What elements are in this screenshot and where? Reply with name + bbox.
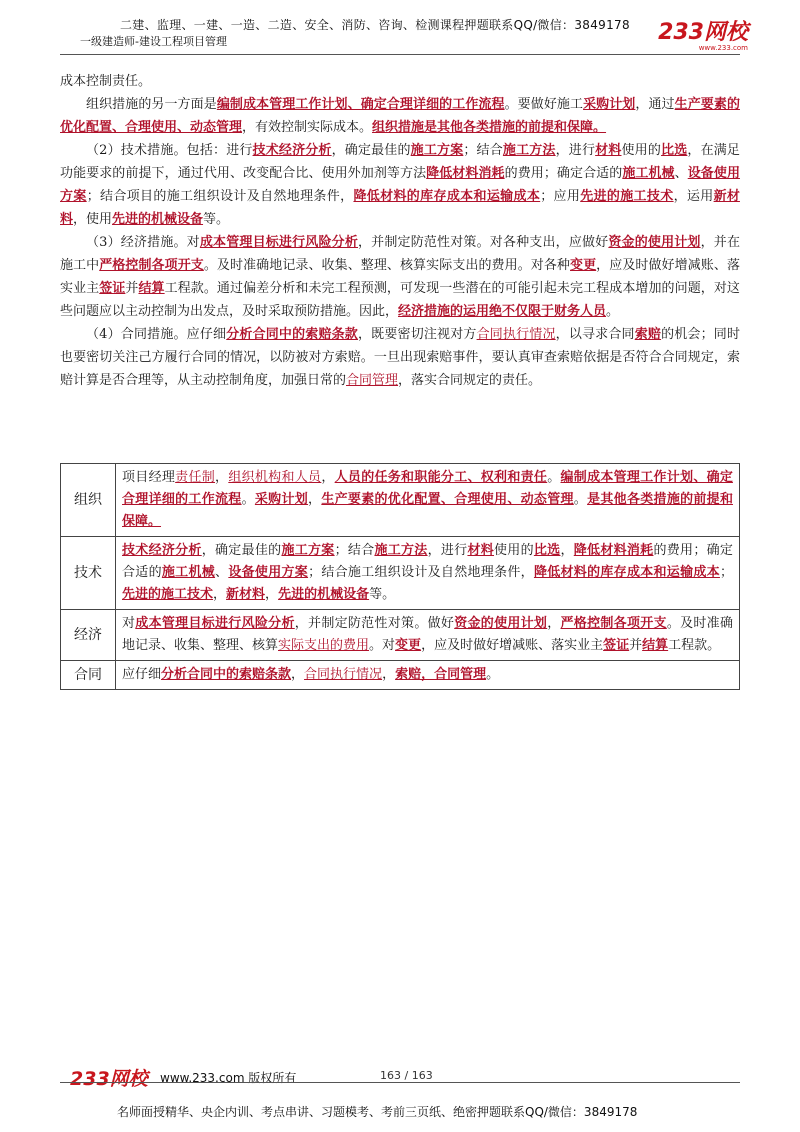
keyword: 比选 bbox=[533, 543, 561, 558]
keyword: 变更 bbox=[395, 638, 422, 653]
keyword: 索赔，合同管理 bbox=[395, 667, 487, 682]
header-ad-line: 二建、监理、一建、一造、二造、安全、消防、咨询、检测课程押题联系QQ/微信：3849178 bbox=[120, 18, 630, 32]
row-label-tech: 技术 bbox=[61, 537, 116, 610]
keyword: 设备使用方案 bbox=[228, 565, 309, 580]
footer-logo: 233网校 bbox=[70, 1068, 148, 1090]
keyword: 合同管理 bbox=[346, 373, 399, 388]
keyword: 技术经济分析 bbox=[122, 543, 202, 558]
row-content-contract: 应仔细分析合同中的索赔条款，合同执行情况，索赔，合同管理。 bbox=[116, 661, 740, 690]
keyword: 技术经济分析 bbox=[252, 143, 332, 158]
keyword: 是其他各类措施的前提和保障。 bbox=[122, 492, 733, 529]
row-content-econ: 对成本管理目标进行风险分析，并制定防范性对策。做好资金的使用计划，严格控制各项开支。及时准确地记录、收集、整理、核算实际支出的费用。对变更，应及时做好增减账、落实业主签证并结算工程款。 bbox=[116, 610, 740, 661]
keyword: 先进的机械设备 bbox=[112, 212, 204, 227]
keyword: 责任制 bbox=[175, 470, 216, 485]
keyword: 降低材料消耗 bbox=[573, 543, 654, 558]
keyword: 降低材料的库存成本和运输成本 bbox=[533, 565, 720, 580]
row-label-econ: 经济 bbox=[61, 610, 116, 661]
keyword: 降低材料消耗 bbox=[426, 166, 505, 181]
keyword: 严格控制各项开支 bbox=[99, 258, 204, 273]
keyword: 结算 bbox=[642, 638, 669, 653]
keyword: 设备使用方案 bbox=[60, 166, 740, 204]
keyword: 采购计划 bbox=[583, 97, 636, 112]
paragraph-tech: （2）技术措施。包括：进行技术经济分析，确定最佳的施工方案；结合施工方法，进行材料使用的比选，在满足功能要求的前提下，通过代用、改变配合比、使用外加剂等方法降低材料消耗的费用；确定合适的施工机械、设备使用方案；结合项目的施工组织设计及自然地理条件，降低材料的库存成本和运输成本；应用先进的施工技术，运用新材料，使用先进的机械设备等。 bbox=[60, 143, 740, 227]
footer-divider bbox=[60, 1082, 740, 1083]
keyword: 施工方案 bbox=[410, 143, 464, 158]
keyword: 新材料 bbox=[60, 189, 740, 227]
keyword: 施工方法 bbox=[374, 543, 428, 558]
keyword: 施工方法 bbox=[502, 143, 556, 158]
keyword: 采购计划 bbox=[254, 492, 309, 507]
keyword: 资金的使用计划 bbox=[454, 616, 548, 631]
keyword: 经济措施的运用绝不仅限于财务人员 bbox=[398, 304, 607, 319]
keyword: 先进的机械设备 bbox=[278, 587, 370, 602]
keyword: 索赔 bbox=[634, 327, 662, 342]
keyword: 人员的任务和职能分工、权利和责任 bbox=[334, 470, 548, 485]
measures-summary-table bbox=[60, 463, 740, 690]
row-content-org: 项目经理责任制，组织机构和人员，人员的任务和职能分工、权利和责任。编制成本管理工作计划、确定合理详细的工作流程。采购计划，生产要素的优化配置、合理使用、动态管理。是其他各类措施的前提和保障。 bbox=[116, 464, 740, 537]
paragraph-econ: （3）经济措施。对成本管理目标进行风险分析，并制定防范性对策。对各种支出，应做好资金的使用计划，并在施工中严格控制各项开支。及时准确地记录、收集、整理、核算实际支出的费用。对各种变更，应及时做好增减账、落实业主签证并结算工程款。通过偏差分析和未完工程预测，可发现一些潜在的可能引起未完工程成本增加的问题，对这些问题应以主动控制为出发点，及时采取预防措施。因此，经济措施的运用绝不仅限于财务人员。 bbox=[60, 235, 740, 319]
keyword: 分析合同中的索赔条款 bbox=[161, 667, 292, 682]
keyword: 材料 bbox=[595, 143, 622, 158]
keyword: 合同执行情况 bbox=[476, 327, 556, 342]
keyword: 签证 bbox=[99, 281, 126, 296]
keyword: 比选 bbox=[661, 143, 688, 158]
row-content-tech: 技术经济分析，确定最佳的施工方案；结合施工方法，进行材料使用的比选，降低材料消耗的费用；确定合适的施工机械、设备使用方案；结合施工组织设计及自然地理条件，降低材料的库存成本和运输成本；先进的施工技术，新材料，先进的机械设备等。 bbox=[116, 537, 740, 610]
keyword: 材料 bbox=[467, 543, 495, 558]
logo-text: 233网校 bbox=[658, 20, 748, 45]
document-subtitle: 一级建造师-建设工程项目管理 bbox=[80, 35, 227, 48]
row-label-org: 组织 bbox=[61, 464, 116, 537]
footer-ad-line: 名师面授精华、央企内训、考点串讲、习题模考、考前三页纸、绝密押题联系QQ/微信：3849178 bbox=[117, 1105, 638, 1119]
paragraph-contract: （4）合同措施。应仔细分析合同中的索赔条款，既要密切注视对方合同执行情况，以寻求合同索赔的机会；同时也要密切关注己方履行合同的情况，以防被对方索赔。一旦出现索赔事件，要认真审查索赔依据是否符合合同规定，索赔计算是否合理等，从主动控制角度，加强日常的合同管理，落实合同规定的责任。 bbox=[60, 327, 740, 388]
keyword: 严格控制各项开支 bbox=[560, 616, 667, 631]
keyword: 实际支出的费用 bbox=[278, 638, 370, 653]
paragraph-org: 组织措施的另一方面是编制成本管理工作计划、确定合理详细的工作流程。要做好施工采购计划，通过生产要素的优化配置、合理使用、动态管理，有效控制实际成本。组织措施是其他各类措施的前提和保障。 bbox=[60, 97, 740, 135]
keyword: 成本管理目标进行风险分析 bbox=[199, 235, 358, 250]
keyword: 编制成本管理工作计划、确定合理详细的工作流程 bbox=[122, 470, 733, 507]
header-divider bbox=[60, 54, 740, 55]
keyword: 分析合同中的索赔条款 bbox=[226, 327, 358, 342]
keyword: 合同执行情况 bbox=[304, 667, 383, 682]
brand-logo bbox=[658, 22, 748, 52]
keyword: 降低材料的库存成本和运输成本 bbox=[353, 189, 541, 204]
keyword: 先进的施工技术 bbox=[122, 587, 214, 602]
footer-copyright: www.233.com 版权所有 bbox=[160, 1071, 297, 1085]
keyword: 组织措施是其他各类措施的前提和保障。 bbox=[372, 120, 607, 135]
keyword: 资金的使用计划 bbox=[608, 235, 701, 250]
table-row bbox=[61, 661, 740, 690]
body-text bbox=[60, 70, 740, 392]
row-label-contract: 合同 bbox=[61, 661, 116, 690]
keyword: 组织机构和人员 bbox=[228, 470, 322, 485]
keyword: 先进的施工技术 bbox=[580, 189, 674, 204]
paragraph-1: 成本控制责任。 bbox=[60, 74, 152, 89]
keyword: 变更 bbox=[570, 258, 597, 273]
page-number: 163 / 163 bbox=[380, 1069, 433, 1082]
table-row bbox=[61, 464, 740, 537]
keyword: 施工机械 bbox=[622, 166, 675, 181]
keyword: 新材料 bbox=[226, 587, 266, 602]
keyword: 成本管理目标进行风险分析 bbox=[135, 616, 295, 631]
table-row bbox=[61, 537, 740, 610]
keyword: 结算 bbox=[138, 281, 165, 296]
keyword: 施工机械 bbox=[161, 565, 216, 580]
logo-url: www.233.com bbox=[698, 44, 748, 52]
table-row bbox=[61, 610, 740, 661]
keyword: 施工方案 bbox=[281, 543, 335, 558]
keyword: 生产要素的优化配置、合理使用、动态管理 bbox=[321, 492, 574, 507]
keyword: 生产要素的优化配置、合理使用、动态管理 bbox=[60, 97, 740, 135]
keyword: 签证 bbox=[603, 638, 630, 653]
keyword: 编制成本管理工作计划、确定合理详细的工作流程 bbox=[216, 97, 505, 112]
